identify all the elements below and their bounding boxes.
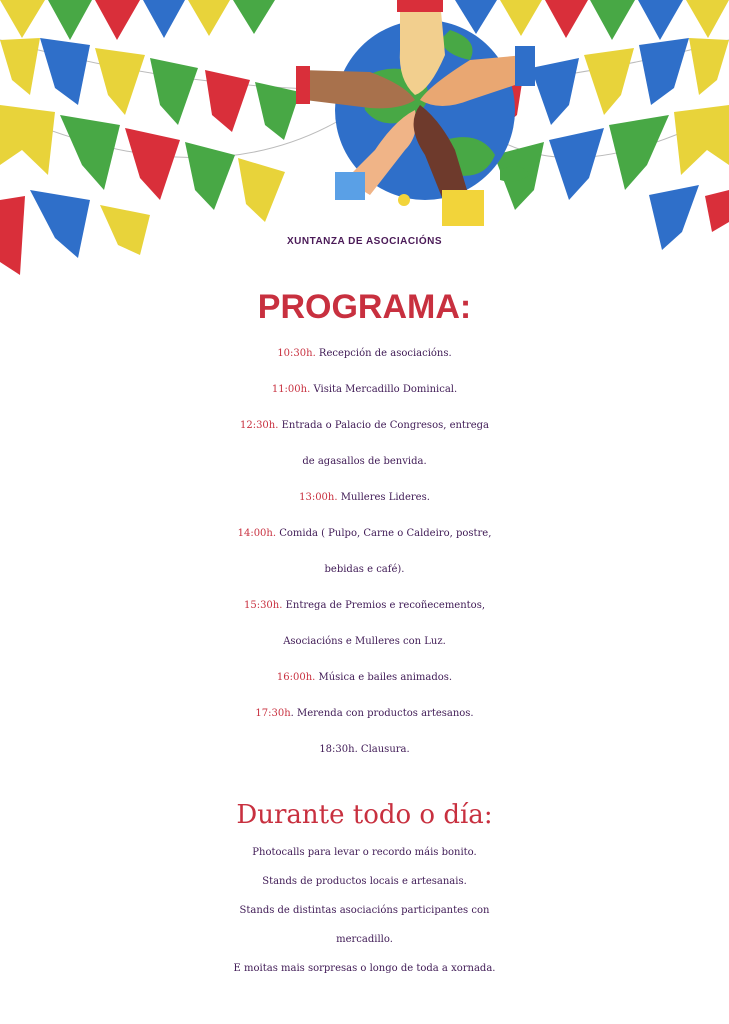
schedule-line <box>0 516 729 552</box>
schedule-line <box>0 372 729 408</box>
schedule-text: Asociacións e Mulleres con Luz. <box>283 636 446 647</box>
all-day-item: E moitas mais sorpresas o longo de toda a xornada. <box>233 963 496 974</box>
schedule-line <box>0 408 729 444</box>
all-day-item: Photocalls para levar o recordo máis bonito. <box>252 847 477 858</box>
schedule-text: bebidas e café). <box>324 564 405 575</box>
schedule-time: 12:30h. <box>239 420 279 431</box>
schedule-text: Música e bailes animados. <box>315 672 453 683</box>
schedule-time: 11:00h. <box>271 384 311 395</box>
all-day-item: Stands de distintas asociacións participantes con <box>239 905 490 916</box>
all-day-item: mercadillo. <box>336 934 393 945</box>
schedule-text: Entrega de Premios e recoñecementos, <box>282 600 486 611</box>
schedule-line <box>0 660 729 696</box>
event-title: XUNTANZA DE ASOCIACIÓNS <box>286 236 443 247</box>
schedule-line <box>0 552 729 588</box>
schedule-line <box>0 336 729 372</box>
schedule-list <box>0 336 729 768</box>
schedule-line <box>0 624 729 660</box>
schedule-text: Comida ( Pulpo, Carne o Caldeiro, postre, <box>276 528 492 539</box>
schedule-time: 14:00h. <box>237 528 277 539</box>
schedule-time: 16:00h. <box>276 672 316 683</box>
schedule-text: Entrada o Palacio de Congresos, entrega <box>278 420 490 431</box>
schedule-time: 17:30h <box>255 708 291 719</box>
schedule-text: Visita Mercadillo Dominical. <box>310 384 458 395</box>
schedule-time: 15:30h. <box>243 600 283 611</box>
schedule-line <box>0 444 729 480</box>
schedule-text: Mulleres Lideres. <box>337 492 430 503</box>
program-heading: PROGRAMA: <box>257 288 472 326</box>
schedule-text: de agasallos de benvida. <box>302 456 427 467</box>
schedule-line <box>0 732 729 768</box>
all-day-item: Stands de productos locais e artesanais. <box>262 876 467 887</box>
schedule-line <box>0 480 729 516</box>
schedule-text: . Merenda con productos artesanos. <box>290 708 474 719</box>
schedule-time: 10:30h. <box>277 348 316 359</box>
schedule-line <box>0 696 729 732</box>
all-day-list <box>0 838 729 983</box>
hands-on-globe-illustration <box>296 0 535 226</box>
schedule-line <box>0 588 729 624</box>
bunting-flags-top <box>0 0 729 40</box>
schedule-text: 18:30h. Clausura. <box>319 744 410 755</box>
all-day-heading: Durante todo o día: <box>236 800 493 830</box>
schedule-text: Recepción de asociacións. <box>315 348 452 359</box>
schedule-time: 13:00h. <box>299 492 338 503</box>
